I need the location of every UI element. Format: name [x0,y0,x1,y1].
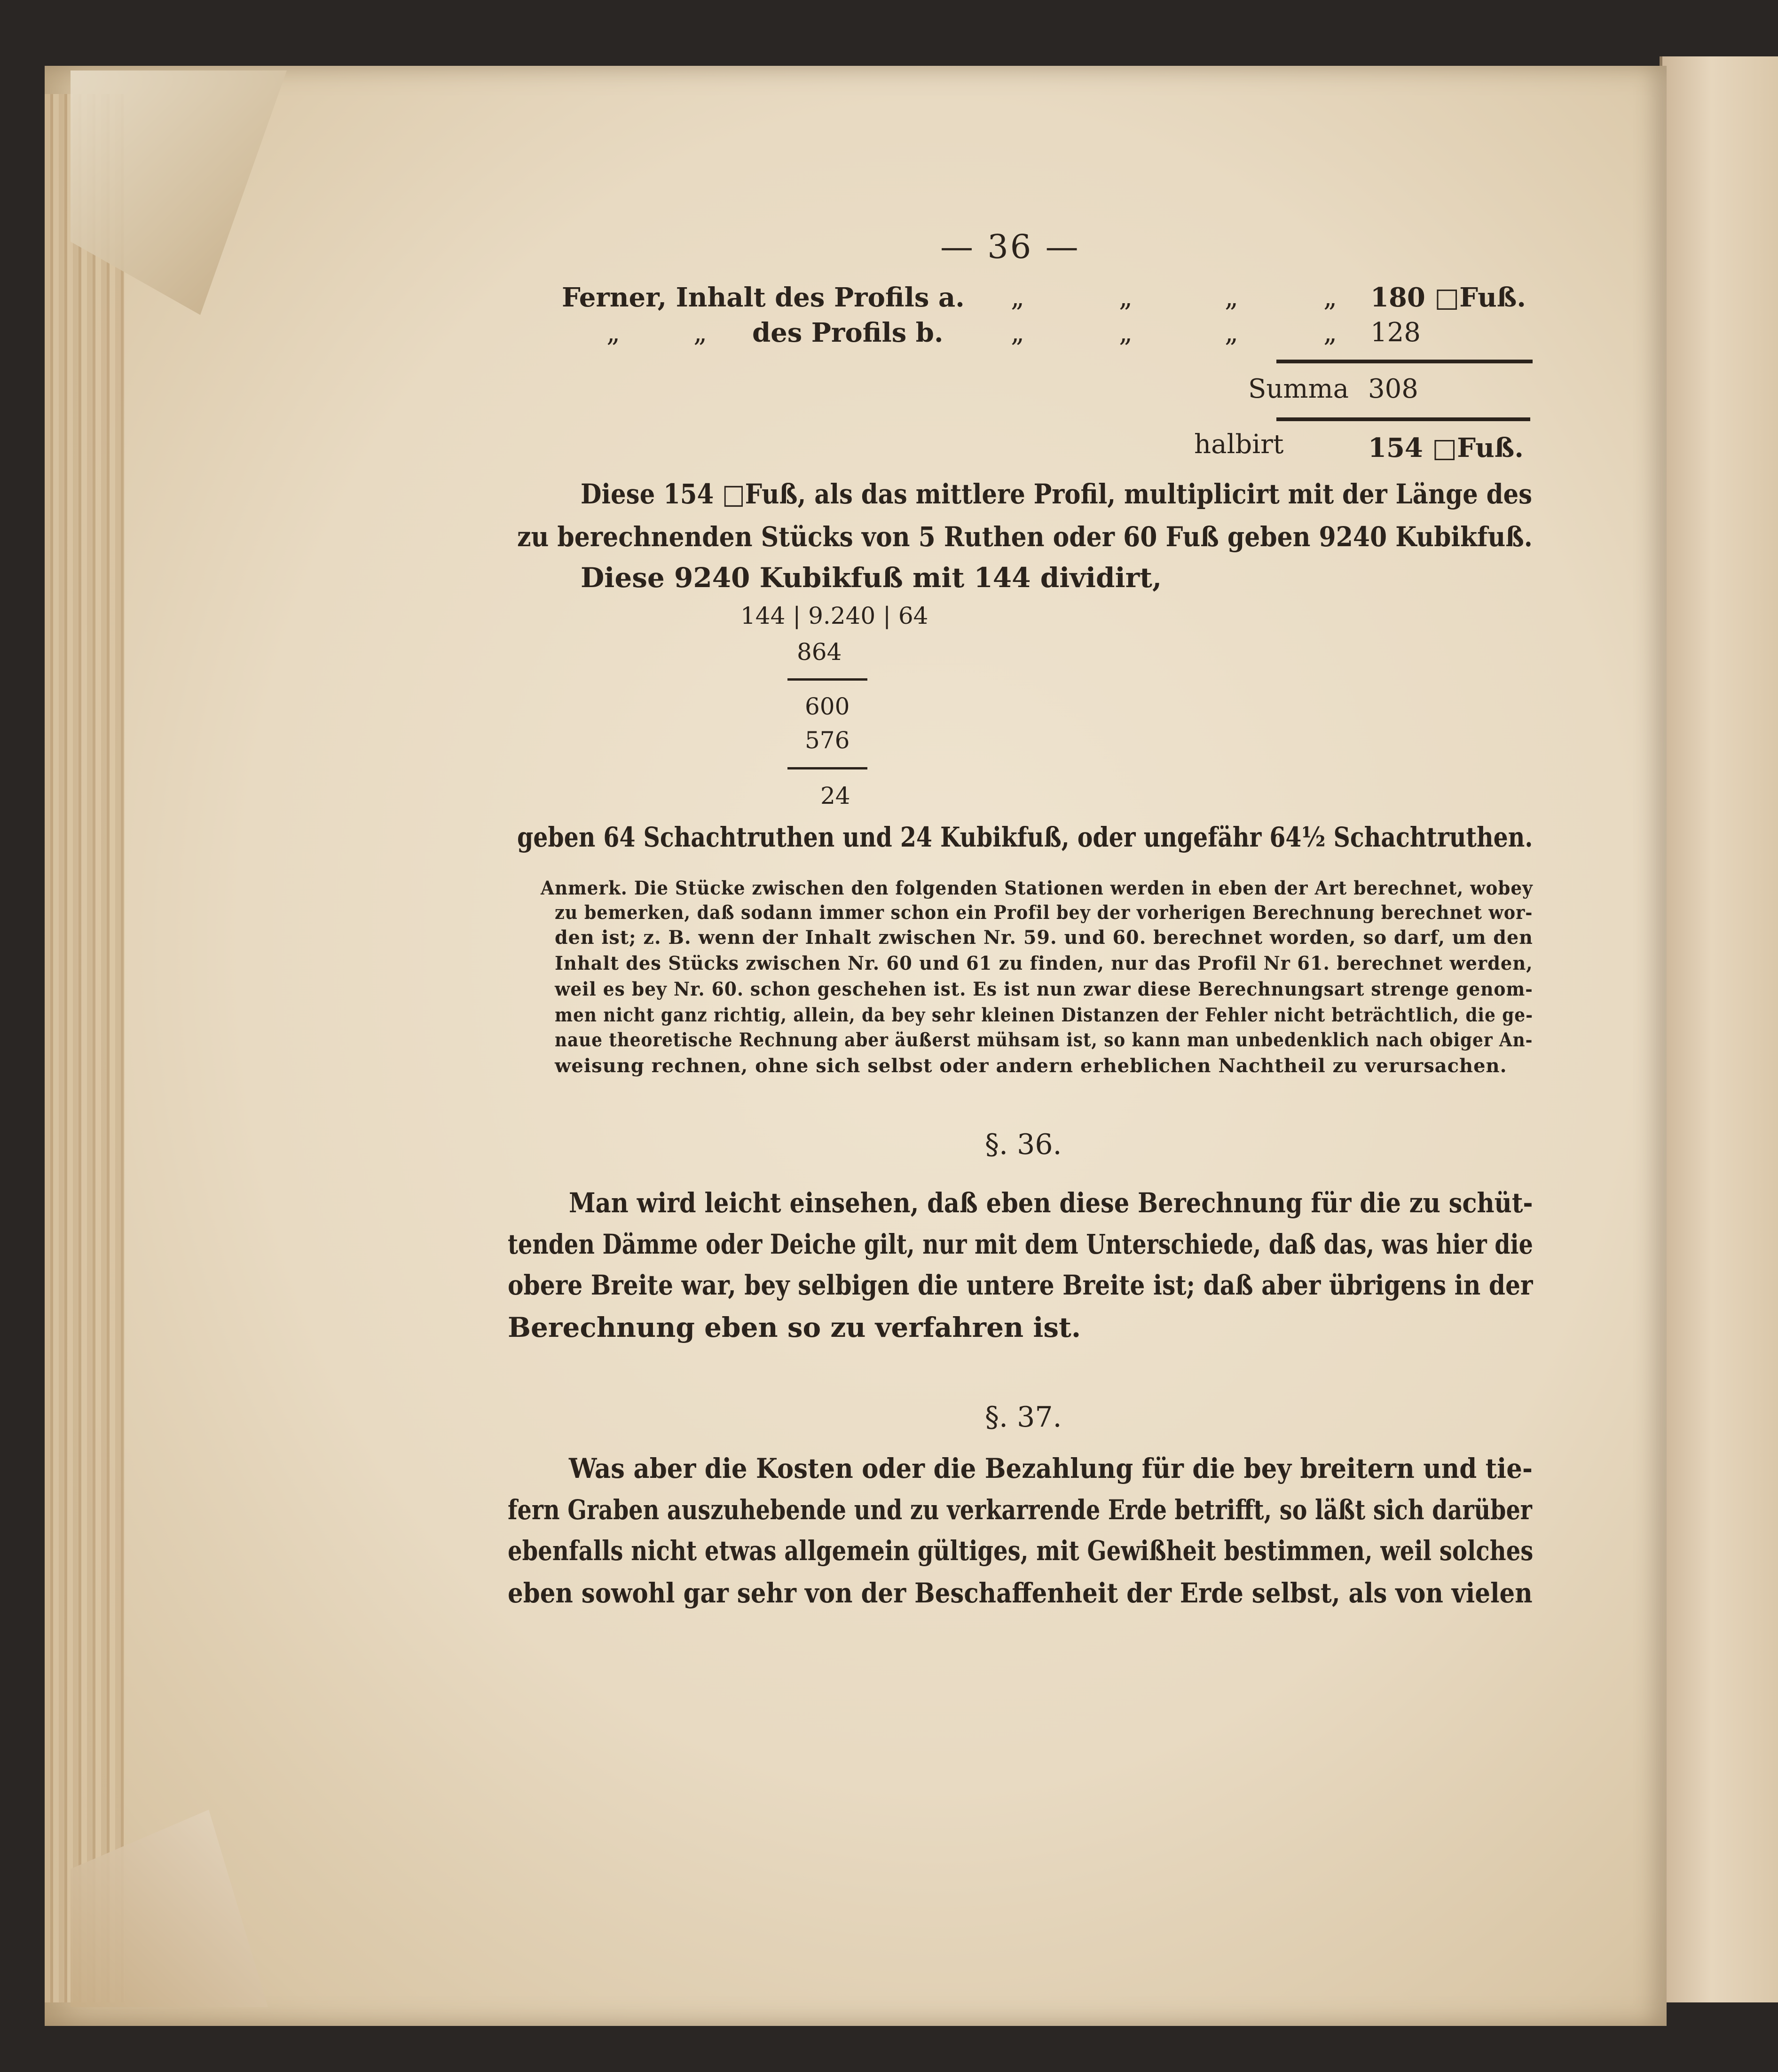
ditto-mark: „ [1323,317,1337,348]
ditto-mark: „ [1225,282,1239,313]
result-line: geben 64 Schachtruthen und 24 Kubikfuß, oder ungefähr 64½ Schachtruthen. [517,821,1533,853]
row-a-label: Ferner, Inhalt des Profils a. [562,282,965,313]
note-line: Inhalt des Stücks zwischen Nr. 60 und 61 zu finden, nur das Profil Nr 61. berechnet werden, [555,952,1533,974]
section-heading: §. 37. [985,1401,1062,1434]
note-line: men nicht ganz richtig, allein, da bey sehr kleinen Distanzen der Fehler nicht beträchtlich, die ge- [555,1004,1533,1026]
text-line: obere Breite war, bey selbigen die untere Breite ist; daß aber übrigens in der [508,1269,1533,1301]
ditto-mark: „ [1011,282,1025,313]
text-line: zu berechnenden Stücks von 5 Ruthen oder 60 Fuß geben 9240 Kubikfuß. [517,521,1533,553]
row-b-label: des Profils b. [752,317,944,348]
text-line: Was aber die Kosten oder die Bezahlung für die bey breitern und tie- [569,1452,1533,1484]
division-step: 864 [797,638,842,666]
division-step: 24 [820,782,850,809]
row-b-value: 128 [1370,317,1421,348]
sum-value: 308 [1368,374,1418,404]
text-line: tenden Dämme oder Deiche gilt, nur mit dem Unterschiede, daß das, was hier die [508,1228,1533,1260]
ditto-mark: „ [1011,317,1025,348]
division-step: 600 [805,693,850,720]
note-line: weil es bey Nr. 60. schon geschehen ist. Es ist nun zwar diese Berechnungsart strenge genom- [555,978,1533,1000]
division-rule [787,678,867,681]
text-line: Berechnung eben so zu verfahren ist. [508,1311,1081,1343]
ditto-mark: „ [1119,317,1133,348]
note-line: naue theoretische Rechnung aber äußerst mühsam ist, so kann man unbedenklich nach obiger An- [555,1029,1533,1051]
sum-label: Summa [1248,374,1349,404]
division-step: 576 [805,727,850,754]
ditto-mark: „ [606,317,621,348]
section-heading: §. 36. [985,1128,1062,1161]
ditto-mark: „ [1119,282,1133,313]
next-page-edge [1660,56,1778,2002]
text-line: Diese 154 □Fuß, als das mittlere Profil, multiplicirt mit der Länge des [581,478,1533,510]
half-value: 154 □Fuß. [1368,432,1524,463]
ditto-mark: „ [1323,282,1337,313]
sum-rule [1406,360,1533,363]
division-rule [787,767,867,769]
row-a-value: 180 □Fuß. [1370,282,1526,313]
ditto-mark: „ [1225,317,1239,348]
division-header: 144 | 9.240 | 64 [740,602,928,629]
half-rule [1276,417,1530,421]
text-line: Man wird leicht einsehen, daß eben diese Berechnung für die zu schüt- [569,1187,1533,1219]
note-line: zu bemerken, daß sodann immer schon ein Profil bey der vorherigen Berechnung berechnet wor- [555,902,1533,924]
page-number: — 36 — [940,228,1080,266]
half-label: halbirt [1194,429,1284,460]
text-line: fern Graben auszuhebende und zu verkarrende Erde betrifft, so läßt sich darüber [508,1494,1532,1526]
note-line: weisung rechnen, ohne sich selbst oder andern erheblichen Nachtheil zu verursachen. [555,1055,1507,1077]
note-line: den ist; z. B. wenn der Inhalt zwischen Nr. 59. und 60. berechnet worden, so darf, um den [555,926,1533,949]
text-line: Diese 9240 Kubikfuß mit 144 dividirt, [581,562,1162,594]
text-line: ebenfalls nicht etwas allgemein gültiges, mit Gewißheit bestimmen, weil solches [508,1535,1534,1567]
worn-page-edges [45,94,125,2002]
text-line: eben sowohl gar sehr von der Beschaffenheit der Erde selbst, als von vielen [508,1577,1533,1609]
ditto-mark: „ [693,317,708,348]
note-line: Anmerk. Die Stücke zwischen den folgenden Stationen werden in eben der Art berechnet, wobey [541,877,1533,899]
